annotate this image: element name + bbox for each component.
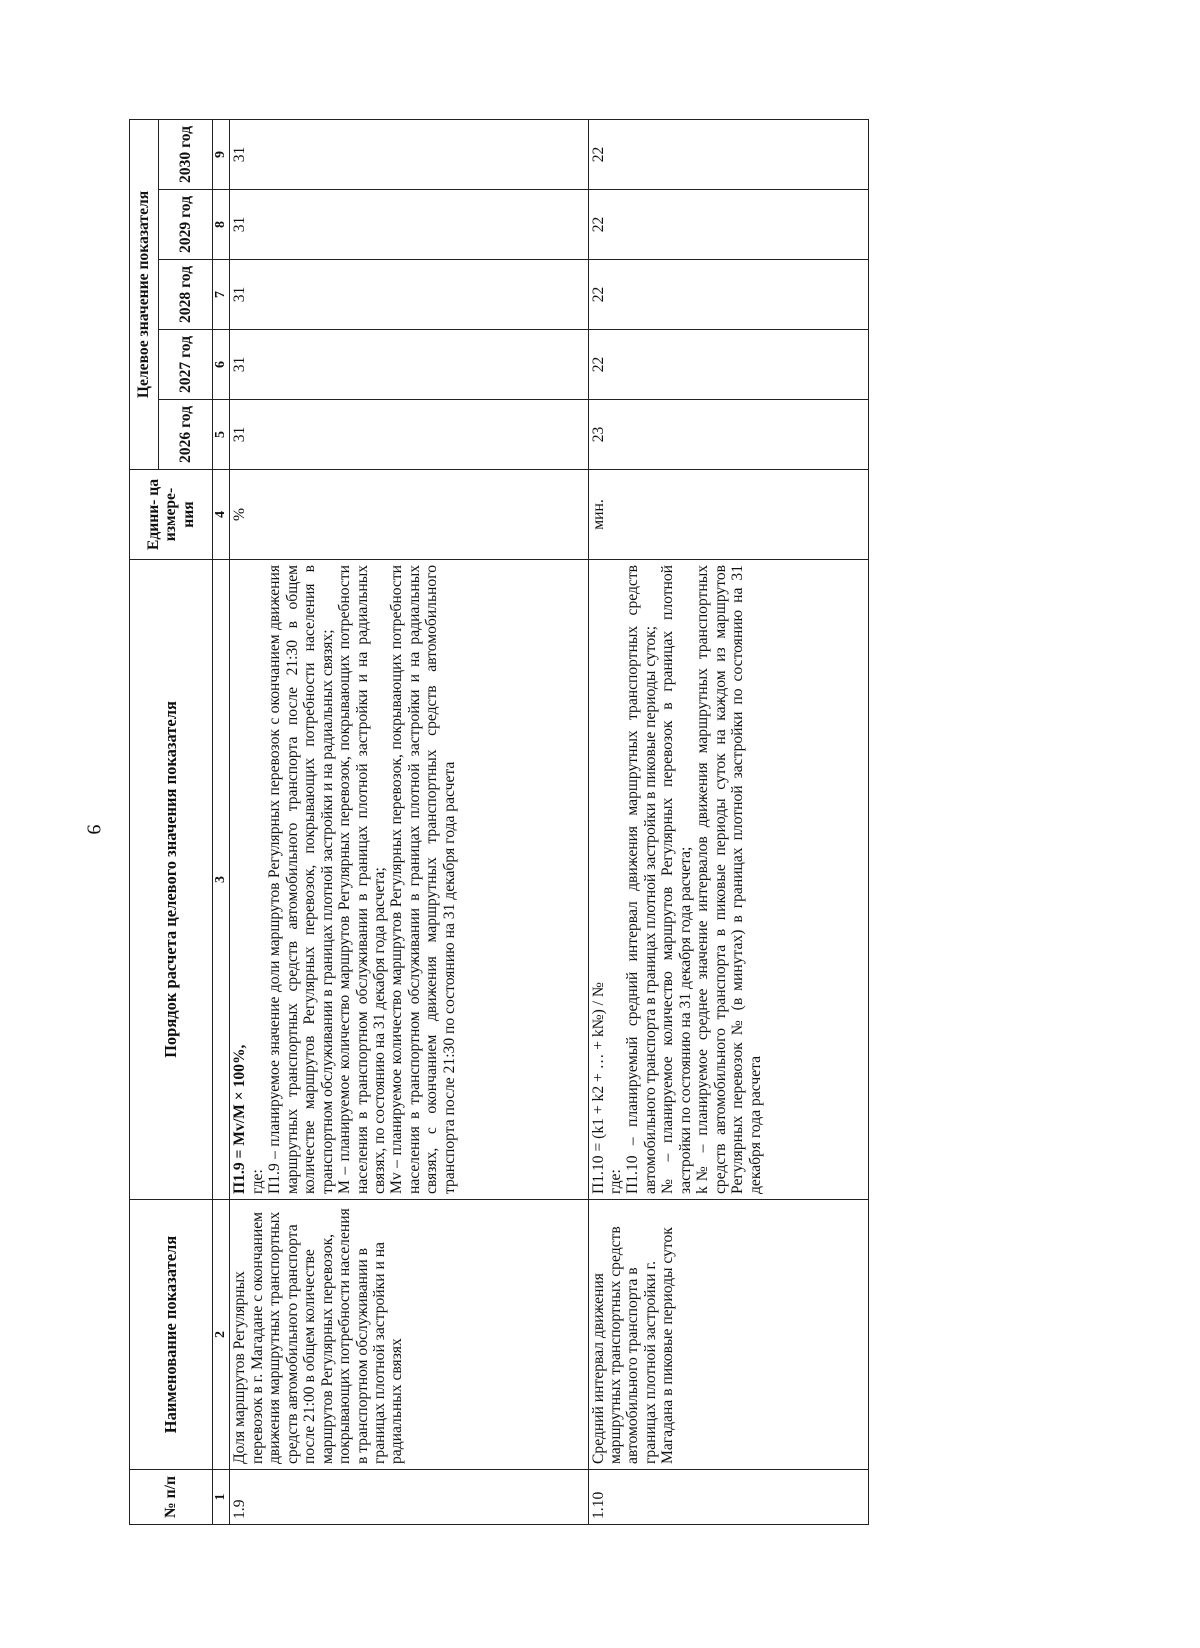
explanation: П1.10 – планируемый средний интервал движения маршрутных транспортных средств автомобильного транспорта в границах плотной застройки в пиковые периоды суток; <box>624 565 659 1194</box>
header-year: 2028 год <box>159 260 213 330</box>
header-target: Целевое значение показателя <box>130 119 159 469</box>
target-value: 22 <box>588 330 868 400</box>
explanation: k№ – планируемое среднее значение интервалов движения маршрутных транспортных средств автомобильного транспорта в пиковые периоды суток на каждом из маршрутов Регулярных перевозок № (в минутах) в границах плотной застройки по состоянию на 31 декабря года расчета <box>694 565 764 1194</box>
indicator-table-sheet <box>129 120 869 1525</box>
header-unit: Едини- ца измере- ния <box>130 470 213 560</box>
header-method: Порядок расчета целевого значения показателя <box>130 560 213 1200</box>
column-number: 1 <box>213 1470 230 1525</box>
header-year: 2030 год <box>159 119 213 189</box>
header-num: № п/п <box>130 1470 213 1525</box>
target-value: 22 <box>588 190 868 260</box>
table-row <box>588 119 868 1524</box>
target-value: 22 <box>588 119 868 189</box>
explanation: № – планируемое количество маршрутов Регулярных перевозок в границах плотной застройки по состоянию на 31 декабря года расчета; <box>659 565 694 1194</box>
target-value: 23 <box>588 400 868 470</box>
indicator-name: Доля маршрутов Регулярных перевозок в г. Магадане с окончанием движения маршрутных транспортных средств автомобильного транспорта после 21:00 в общем количестве маршрутов Регулярных перевозок, покрывающих потребности населения в транспортном обслуживании в границах плотной застройки и на радиальных связях <box>230 1200 588 1470</box>
unit: мин. <box>588 470 868 560</box>
formula: П1.9 = Мv/М × 100%, <box>231 1044 249 1194</box>
column-number: 5 <box>213 400 230 470</box>
formula: П1.10 = (k1 + k2 + … + k№) / № <box>589 982 607 1194</box>
indicator-table <box>129 119 869 1525</box>
target-value: 31 <box>230 330 588 400</box>
column-number: 8 <box>213 190 230 260</box>
row-num: 1.9 <box>230 1470 588 1525</box>
row-num: 1.10 <box>588 1470 868 1525</box>
explanation: М – планируемое количество маршрутов Регулярных перевозок, покрывающих потребности населения в транспортном обслуживании в границах плотной застройки и на радиальных связях, по состоянию на 31 декабря года расчета; <box>336 565 388 1194</box>
header-name: Наименование показателя <box>130 1200 213 1470</box>
column-number: 6 <box>213 330 230 400</box>
header-year: 2027 год <box>159 330 213 400</box>
column-number: 7 <box>213 260 230 330</box>
header-year: 2026 год <box>159 400 213 470</box>
target-value: 31 <box>230 190 588 260</box>
explanation: П1.9 – планируемое значение доли маршрутов Регулярных перевозок с окончанием движения маршрутных транспортных средств автомобильного транспорта после 21:30 в общем количестве маршрутов Регулярных перевозок, покрывающих потребности населения в транспортном обслуживании в границах плотной застройки и на радиальных связях; <box>266 565 336 1194</box>
where-label: где: <box>607 1169 625 1194</box>
column-number: 2 <box>213 1200 230 1470</box>
column-number: 3 <box>213 560 230 1200</box>
where-label: где: <box>248 1169 266 1194</box>
page-number: 9 <box>82 824 105 835</box>
column-number: 9 <box>213 119 230 189</box>
target-value: 31 <box>230 119 588 189</box>
explanation: Мv – планируемое количество маршрутов Регулярных перевозок, покрывающих потребности населения в транспортном обслуживании в границах плотной застройки и на радиальных связях, с окончанием движения маршрутных транспортных средств автомобильного транспорта после 21:30 по состоянию на 31 декабря года расчета <box>388 565 458 1194</box>
indicator-name: Средний интервал движения маршрутных транспортных средств автомобильного транспорта в границах плотной застройки г. Магадана в пиковые периоды суток <box>588 1200 868 1470</box>
target-value: 31 <box>230 260 588 330</box>
calculation-method <box>230 560 588 1200</box>
table-row <box>230 119 588 1524</box>
target-value: 22 <box>588 260 868 330</box>
header-year: 2029 год <box>159 190 213 260</box>
column-number: 4 <box>213 470 230 560</box>
calculation-method <box>588 560 868 1200</box>
unit: % <box>230 470 588 560</box>
target-value: 31 <box>230 400 588 470</box>
